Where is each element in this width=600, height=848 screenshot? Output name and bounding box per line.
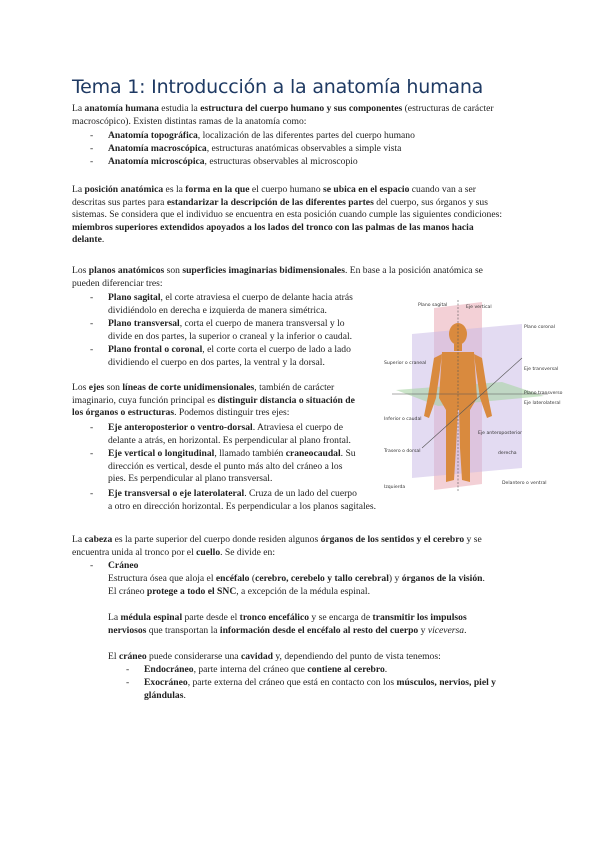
term-italic: viceversa: [427, 624, 465, 636]
item-term: Plano frontal o coronal: [108, 344, 203, 355]
item-term: Cráneo: [108, 560, 139, 571]
text: y, dependiendo del punto de vista tenemos:: [272, 651, 441, 662]
item-term: craneocaudal: [285, 448, 341, 459]
term: transmitir los impulsos: [372, 612, 467, 623]
list-item: [108, 488, 408, 513]
text: son: [104, 382, 123, 393]
spinal-cord-paragraph: La médula espinal parte desde el tronco encefálico y se encarga de transmitir los impulsos nerviosos que transportan la información desde el encéfalo al resto del cuerpo y viceversa.: [108, 612, 467, 636]
bullet-dash: -: [90, 560, 94, 571]
item-term: músculos, nervios, piel y: [396, 677, 496, 688]
planes-paragraph: [72, 265, 534, 290]
list-item: [108, 143, 401, 156]
anatomical-planes-figure: [382, 298, 563, 494]
skull-heading: [108, 560, 138, 573]
bullet-dash: -: [126, 677, 130, 688]
text: es la: [163, 184, 186, 195]
item-text: , localización de las diferentes partes del cuerpo humano: [197, 130, 415, 141]
page-title: Tema 1: Introducción a la anatomía humana: [72, 76, 484, 98]
term: nerviosos: [108, 624, 147, 636]
text: y: [418, 624, 428, 636]
item-text: a otro en dirección horizontal. Es perpendicular a los planos sagitales.: [108, 500, 377, 512]
term: distinguir distancia o situación de: [217, 394, 355, 406]
item-term: Anatomía macroscópica: [108, 143, 207, 154]
term: forma en la que: [185, 184, 250, 195]
item-text: , llamado también: [214, 448, 286, 459]
term: posición anatómica: [84, 184, 164, 195]
item-text: , el corte corta el cuerpo de lado a lado: [202, 344, 351, 355]
label-eje-vertical: Eje vertical: [466, 305, 492, 310]
text: puede considerarse una: [146, 651, 241, 662]
text: estudia la: [158, 103, 201, 114]
text: Los: [72, 382, 89, 393]
item-text: , parte interna del cráneo que: [193, 664, 308, 675]
term-anatomia-humana: anatomía humana: [84, 103, 159, 114]
text: La: [72, 184, 85, 195]
term-estructura: estructura del cuerpo humano y sus componentes: [200, 103, 403, 114]
item-term: Exocráneo: [144, 677, 188, 688]
label-trasero: Trasero o dorsal: [384, 449, 421, 454]
text: y se encarga de: [309, 612, 373, 623]
term: protege a todo el SNC: [146, 585, 237, 597]
skull-description: Estructura ósea que aloja el encéfalo (cerebro, cerebelo y tallo cerebral) y órganos de la visión. El cráneo protege a todo el SNC, a excepción de la médula espinal.: [108, 573, 485, 597]
term: cavidad: [240, 651, 273, 662]
bullet-dash: -: [90, 143, 94, 154]
item-text: divide en dos partes, la superior o craneal y la inferior o caudal.: [108, 330, 353, 342]
text: El cráneo: [108, 585, 147, 597]
text: (estructuras de carácter: [402, 103, 494, 114]
item-text: pies. Es perpendicular al plano transversal.: [108, 473, 273, 485]
text: .: [101, 234, 105, 246]
text: Estructura ósea que aloja el: [108, 573, 216, 584]
text: son: [164, 265, 183, 276]
item-text: dividiéndolo en derecha e izquierda de manera simétrica.: [108, 304, 327, 316]
term: información desde el encéfalo al resto del cuerpo: [219, 624, 419, 636]
cavity-paragraph: [108, 651, 528, 664]
item-term: Eje anteroposterior o ventro-dorsal: [108, 422, 253, 433]
list-item: [108, 422, 378, 447]
item-term: Endocráneo: [144, 664, 194, 675]
label-delante: Delantero o ventral: [502, 481, 547, 486]
term: se ubica en el espacio: [323, 184, 410, 195]
item-text: , el corte atraviesa el cuerpo de delante hacia atrás: [160, 292, 353, 303]
label-derecha: derecha: [498, 451, 517, 456]
item-term: Eje transversal o eje laterolateral: [108, 488, 245, 499]
text: imaginario, cuya función principal es: [72, 394, 218, 406]
item-text: . Su: [340, 448, 356, 459]
list-item: [108, 156, 358, 169]
list-item: [108, 292, 378, 317]
axes-paragraph: [72, 382, 372, 420]
item-text: . Cruza de un lado del cuerpo: [244, 488, 357, 499]
term: cráneo: [118, 651, 147, 662]
head-paragraph: [72, 534, 534, 559]
text: macroscópico). Existen distintas ramas de la anatomía como:: [72, 115, 307, 127]
item-text: , parte externa del cráneo que está en contacto con los: [187, 677, 397, 688]
text: pueden diferenciar tres:: [72, 277, 163, 289]
text: encuentra unida al tronco por el: [72, 546, 197, 558]
list-item: [108, 344, 378, 369]
item-term: contiene al cerebro: [307, 664, 385, 675]
bullet-dash: -: [90, 344, 94, 355]
bullet-dash: -: [90, 422, 94, 433]
text: ) y: [388, 573, 402, 584]
term: estandarizar la descripción de las diferentes partes: [166, 196, 374, 208]
bullet-dash: -: [90, 448, 94, 459]
text: La: [72, 534, 85, 545]
label-inferior: Inferior o caudal: [384, 417, 422, 422]
bullet-dash: -: [90, 292, 94, 303]
term: cabeza: [84, 534, 113, 545]
exocraneo-item: Exocráneo, parte externa del cráneo que está en contacto con los músculos, nervios, piel y glándulas.: [144, 677, 496, 701]
text: parte desde el: [182, 612, 240, 623]
text: . En base a la posición anatómica se: [344, 265, 483, 276]
item-term: Anatomía microscópica: [108, 156, 205, 167]
bullet-dash: -: [90, 318, 94, 329]
text: que transportan la: [146, 624, 220, 636]
label-transverso: Plano transverso: [524, 391, 563, 396]
item-text: , estructuras anatómicas observables a simple vista: [206, 143, 402, 154]
text: es la parte superior del cuerpo donde residen algunos: [112, 534, 321, 545]
item-term: Anatomía topográfica: [108, 130, 198, 141]
item-term: Plano sagital: [108, 292, 161, 303]
text: y se: [464, 534, 482, 545]
term: planos anatómicos: [88, 265, 165, 276]
text: La: [108, 612, 121, 623]
term: superficies imaginarias bidimensionales: [182, 265, 345, 276]
item-text: dividiendo el cuerpo en dos partes, la ventral y la dorsal.: [108, 356, 325, 368]
term: órganos de los sentidos y el cerebro: [320, 534, 465, 545]
list-item: [108, 130, 415, 143]
term: cuello: [196, 546, 221, 558]
text: Los: [72, 265, 89, 276]
text: , a excepción de la médula espinal.: [236, 585, 370, 597]
text: . Se divide en:: [220, 546, 276, 558]
bullet-dash: -: [90, 130, 94, 141]
label-anteroposterior: Eje anteroposterior: [478, 431, 523, 436]
label-transversal-1: Eje transversal: [524, 367, 559, 372]
item-text: . Atraviesa el cuerpo de: [252, 422, 343, 433]
term: delante: [72, 234, 102, 246]
list-item: [108, 318, 378, 343]
term: cerebro, cerebelo y tallo cerebral: [255, 573, 389, 584]
text: . Podemos distinguir tres ejes:: [174, 407, 290, 419]
bullet-dash: -: [90, 156, 94, 167]
term: ejes: [88, 382, 105, 393]
text: cuando van a ser: [409, 184, 476, 195]
term: tronco encefálico: [239, 612, 310, 623]
label-coronal: Plano coronal: [524, 325, 555, 330]
position-paragraph: [72, 184, 534, 247]
bullet-dash: -: [90, 488, 94, 499]
label-superior: Superior o craneal: [384, 361, 427, 366]
text: el cuerpo humano: [249, 184, 324, 195]
label-izquierda: Izquierda: [384, 485, 406, 490]
item-text: dirección es vertical, desde el punto más alto del cráneo a los: [108, 460, 343, 472]
term: médula espinal: [120, 612, 183, 623]
intro-paragraph: [72, 103, 534, 128]
item-text: , corta el cuerpo de manera transversal y lo: [179, 318, 345, 329]
list-item: [108, 448, 378, 486]
text: , también de carácter: [254, 382, 335, 393]
term: miembros superiores extendidos apoyados a los lados del tronco con las palmas de las manos hacia: [72, 221, 474, 233]
term: encéfalo: [215, 573, 250, 584]
bullet-dash: -: [126, 664, 130, 675]
text: La: [72, 103, 85, 114]
item-term: Eje vertical o longitudinal: [108, 448, 215, 459]
item-text: , estructuras observables al microscopio: [204, 156, 358, 167]
term: líneas de corte unidimensionales: [122, 382, 255, 393]
item-term: glándulas: [144, 689, 184, 701]
text: descritas sus partes para: [72, 196, 167, 208]
endocraneo-item: Endocráneo, parte interna del cráneo que contiene al cerebro.: [144, 664, 388, 675]
term: los órganos o estructuras: [72, 407, 175, 419]
item-text: delante a atrás, en horizontal. Es perpendicular al plano frontal.: [108, 434, 351, 446]
label-transversal-2: Eje laterolateral: [524, 401, 561, 406]
term: órganos de la visión: [401, 573, 483, 584]
label-sagital: Plano sagital: [418, 303, 448, 308]
text: (: [249, 573, 256, 584]
text: El: [108, 651, 119, 662]
text: del cuerpo, sus órganos y sus: [373, 196, 488, 208]
text: sistemas. Se considera que el individuo se encuentra en esta posición cuando cumple las siguientes condiciones:: [72, 209, 503, 221]
item-term: Plano transversal: [108, 318, 180, 329]
